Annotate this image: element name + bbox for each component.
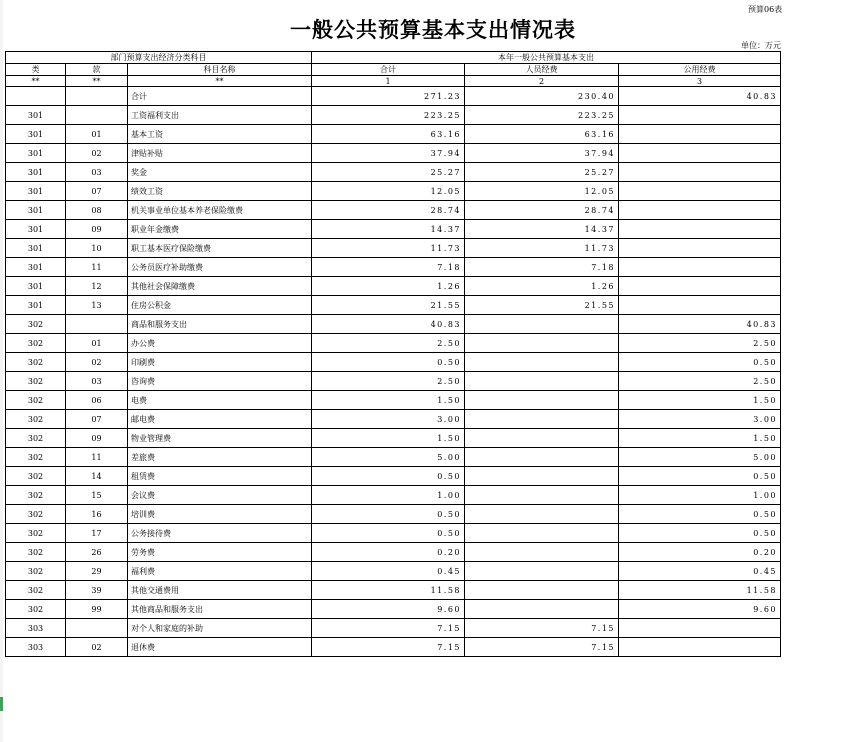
header-row-groups xyxy=(6,52,781,64)
cell-public: 5.00 xyxy=(619,448,781,467)
cell-public: 0.50 xyxy=(619,467,781,486)
table-row xyxy=(6,391,781,410)
cell-kuan: 39 xyxy=(66,581,128,600)
cell-lei: 302 xyxy=(6,600,66,619)
cell-name: 公务员医疗补助缴费 xyxy=(128,258,312,277)
header-public: 公用经费 xyxy=(619,64,781,76)
cell-total: 7.15 xyxy=(312,619,465,638)
cell-public xyxy=(619,106,781,125)
cell-kuan: 14 xyxy=(66,467,128,486)
cell-public xyxy=(619,239,781,258)
budget-table xyxy=(5,51,781,657)
cell-public: 1.00 xyxy=(619,486,781,505)
cell-total: 14.37 xyxy=(312,220,465,239)
cell-name: 职工基本医疗保险缴费 xyxy=(128,239,312,258)
cell-total: 7.15 xyxy=(312,638,465,657)
header-personnel: 人员经费 xyxy=(465,64,619,76)
cell-personnel: 14.37 xyxy=(465,220,619,239)
cell-public: 40.83 xyxy=(619,315,781,334)
table-row xyxy=(6,505,781,524)
cell-total: 0.45 xyxy=(312,562,465,581)
table-row xyxy=(6,258,781,277)
marker-personnel: 2 xyxy=(465,76,619,87)
cell-name: 退休费 xyxy=(128,638,312,657)
cell-lei: 303 xyxy=(6,638,66,657)
cell-total: 0.50 xyxy=(312,467,465,486)
cell-public xyxy=(619,201,781,220)
cell-name: 对个人和家庭的补助 xyxy=(128,619,312,638)
cell-total: 1.00 xyxy=(312,486,465,505)
cell-personnel: 230.40 xyxy=(465,87,619,106)
cell-personnel xyxy=(465,562,619,581)
cell-lei: 301 xyxy=(6,144,66,163)
cell-personnel xyxy=(465,467,619,486)
cell-public: 1.50 xyxy=(619,391,781,410)
cell-name: 机关事业单位基本养老保险缴费 xyxy=(128,201,312,220)
cell-public xyxy=(619,296,781,315)
cell-kuan: 13 xyxy=(66,296,128,315)
cell-kuan: 15 xyxy=(66,486,128,505)
cell-personnel: 7.18 xyxy=(465,258,619,277)
cell-personnel xyxy=(465,448,619,467)
cell-lei: 303 xyxy=(6,619,66,638)
cell-personnel xyxy=(465,600,619,619)
cell-name: 福利费 xyxy=(128,562,312,581)
cell-total: 2.50 xyxy=(312,372,465,391)
cell-total: 1.50 xyxy=(312,429,465,448)
cell-kuan xyxy=(66,315,128,334)
cell-name: 合计 xyxy=(128,87,312,106)
cell-kuan: 17 xyxy=(66,524,128,543)
table-row xyxy=(6,353,781,372)
cell-personnel xyxy=(465,581,619,600)
cell-lei: 301 xyxy=(6,239,66,258)
cell-kuan: 01 xyxy=(66,334,128,353)
cell-personnel xyxy=(465,353,619,372)
cell-kuan: 26 xyxy=(66,543,128,562)
cell-name: 基本工资 xyxy=(128,125,312,144)
cell-name: 办公费 xyxy=(128,334,312,353)
cell-name: 住房公积金 xyxy=(128,296,312,315)
unit-label: 单位：万元 xyxy=(741,41,781,50)
cell-total: 40.83 xyxy=(312,315,465,334)
table-row xyxy=(6,182,781,201)
cell-public: 40.83 xyxy=(619,87,781,106)
cell-personnel: 1.26 xyxy=(465,277,619,296)
cell-total: 12.05 xyxy=(312,182,465,201)
cell-public xyxy=(619,638,781,657)
cell-public: 9.60 xyxy=(619,600,781,619)
cell-name: 绩效工资 xyxy=(128,182,312,201)
cell-public: 0.50 xyxy=(619,353,781,372)
table-row xyxy=(6,334,781,353)
table-row xyxy=(6,201,781,220)
cell-lei: 301 xyxy=(6,220,66,239)
table-row xyxy=(6,315,781,334)
header-dept-group: 部门预算支出经济分类科目 xyxy=(6,52,312,64)
cell-public xyxy=(619,619,781,638)
table-row xyxy=(6,144,781,163)
header-lei: 类 xyxy=(6,64,66,76)
cell-personnel: 11.73 xyxy=(465,239,619,258)
cell-public: 3.00 xyxy=(619,410,781,429)
cell-lei: 301 xyxy=(6,296,66,315)
cell-personnel xyxy=(465,315,619,334)
cell-public xyxy=(619,182,781,201)
cell-kuan xyxy=(66,619,128,638)
cell-total: 0.20 xyxy=(312,543,465,562)
cell-total: 1.26 xyxy=(312,277,465,296)
cell-kuan: 03 xyxy=(66,163,128,182)
cell-total: 0.50 xyxy=(312,353,465,372)
cell-name: 职业年金缴费 xyxy=(128,220,312,239)
cell-kuan: 08 xyxy=(66,201,128,220)
cell-kuan: 29 xyxy=(66,562,128,581)
cell-public: 0.50 xyxy=(619,505,781,524)
cell-kuan: 06 xyxy=(66,391,128,410)
cell-kuan: 02 xyxy=(66,638,128,657)
cell-total: 37.94 xyxy=(312,144,465,163)
cell-personnel: 63.16 xyxy=(465,125,619,144)
cell-lei: 301 xyxy=(6,125,66,144)
cell-lei: 302 xyxy=(6,562,66,581)
cell-personnel xyxy=(465,334,619,353)
cell-lei: 301 xyxy=(6,182,66,201)
cell-total: 11.58 xyxy=(312,581,465,600)
cell-name: 租赁费 xyxy=(128,467,312,486)
table-row xyxy=(6,448,781,467)
cell-public: 0.45 xyxy=(619,562,781,581)
cell-lei: 301 xyxy=(6,106,66,125)
cell-personnel: 7.15 xyxy=(465,619,619,638)
cell-lei: 302 xyxy=(6,505,66,524)
table-row xyxy=(6,106,781,125)
cell-personnel xyxy=(465,505,619,524)
cell-personnel: 12.05 xyxy=(465,182,619,201)
cell-total: 7.18 xyxy=(312,258,465,277)
cell-lei xyxy=(6,87,66,106)
cell-public: 11.58 xyxy=(619,581,781,600)
cell-total: 0.50 xyxy=(312,505,465,524)
cell-name: 咨询费 xyxy=(128,372,312,391)
cell-public xyxy=(619,144,781,163)
table-row xyxy=(6,581,781,600)
cell-kuan: 02 xyxy=(66,144,128,163)
table-row xyxy=(6,600,781,619)
cell-personnel: 37.94 xyxy=(465,144,619,163)
cell-lei: 301 xyxy=(6,201,66,220)
cell-name: 其他交通费用 xyxy=(128,581,312,600)
header-row-markers xyxy=(6,76,781,87)
table-row xyxy=(6,467,781,486)
cell-total: 28.74 xyxy=(312,201,465,220)
cell-lei: 302 xyxy=(6,524,66,543)
cell-total: 0.50 xyxy=(312,524,465,543)
cell-personnel: 25.27 xyxy=(465,163,619,182)
header-name: 科目名称 xyxy=(128,64,312,76)
cell-total: 2.50 xyxy=(312,334,465,353)
cell-public xyxy=(619,277,781,296)
cell-name: 物业管理费 xyxy=(128,429,312,448)
cell-lei: 302 xyxy=(6,391,66,410)
cell-total: 223.25 xyxy=(312,106,465,125)
cell-kuan: 01 xyxy=(66,125,128,144)
cell-personnel xyxy=(465,391,619,410)
cell-public: 2.50 xyxy=(619,372,781,391)
cell-personnel xyxy=(465,524,619,543)
table-row xyxy=(6,638,781,657)
form-number-label: 预算06表 xyxy=(748,5,783,14)
header-total: 合计 xyxy=(312,64,465,76)
cell-kuan: 07 xyxy=(66,410,128,429)
cell-name: 其他商品和服务支出 xyxy=(128,600,312,619)
marker-kuan: ** xyxy=(66,76,128,87)
cell-personnel: 223.25 xyxy=(465,106,619,125)
table-row xyxy=(6,220,781,239)
cell-public xyxy=(619,220,781,239)
cell-name: 公务接待费 xyxy=(128,524,312,543)
cell-name: 工资福利支出 xyxy=(128,106,312,125)
cell-kuan xyxy=(66,87,128,106)
cell-lei: 302 xyxy=(6,543,66,562)
marker-public: 3 xyxy=(619,76,781,87)
cell-total: 5.00 xyxy=(312,448,465,467)
cell-name: 津贴补贴 xyxy=(128,144,312,163)
header-row-columns xyxy=(6,64,781,76)
cell-total: 271.23 xyxy=(312,87,465,106)
cell-lei: 302 xyxy=(6,448,66,467)
marker-lei: ** xyxy=(6,76,66,87)
cell-personnel xyxy=(465,486,619,505)
cell-kuan: 11 xyxy=(66,258,128,277)
marker-total: 1 xyxy=(312,76,465,87)
table-row xyxy=(6,372,781,391)
marker-name: ** xyxy=(128,76,312,87)
table-row xyxy=(6,163,781,182)
table-row xyxy=(6,87,781,106)
cell-kuan: 09 xyxy=(66,220,128,239)
cell-name: 差旅费 xyxy=(128,448,312,467)
header-year-group: 本年一般公共预算基本支出 xyxy=(312,52,781,64)
table-row xyxy=(6,543,781,562)
cell-kuan xyxy=(66,106,128,125)
cell-kuan: 12 xyxy=(66,277,128,296)
table-row xyxy=(6,239,781,258)
cell-kuan: 09 xyxy=(66,429,128,448)
cell-personnel xyxy=(465,543,619,562)
table-row xyxy=(6,410,781,429)
cell-name: 电费 xyxy=(128,391,312,410)
table-row xyxy=(6,524,781,543)
table-row xyxy=(6,277,781,296)
cell-personnel: 21.55 xyxy=(465,296,619,315)
cell-personnel: 28.74 xyxy=(465,201,619,220)
cell-total: 3.00 xyxy=(312,410,465,429)
cell-personnel xyxy=(465,429,619,448)
cell-kuan: 11 xyxy=(66,448,128,467)
cell-name: 邮电费 xyxy=(128,410,312,429)
cell-name: 培训费 xyxy=(128,505,312,524)
cell-public: 0.20 xyxy=(619,543,781,562)
cell-kuan: 10 xyxy=(66,239,128,258)
cell-lei: 301 xyxy=(6,277,66,296)
cell-name: 其他社会保障缴费 xyxy=(128,277,312,296)
cell-public: 0.50 xyxy=(619,524,781,543)
sheet-left-gutter xyxy=(0,0,3,742)
cell-name: 奖金 xyxy=(128,163,312,182)
cell-lei: 302 xyxy=(6,372,66,391)
cell-kuan: 99 xyxy=(66,600,128,619)
cell-total: 1.50 xyxy=(312,391,465,410)
cell-lei: 302 xyxy=(6,353,66,372)
cell-total: 21.55 xyxy=(312,296,465,315)
table-row xyxy=(6,619,781,638)
header-kuan: 款 xyxy=(66,64,128,76)
cell-personnel xyxy=(465,410,619,429)
cell-name: 商品和服务支出 xyxy=(128,315,312,334)
gutter-marker xyxy=(0,697,3,711)
cell-kuan: 02 xyxy=(66,353,128,372)
cell-lei: 302 xyxy=(6,467,66,486)
cell-name: 印刷费 xyxy=(128,353,312,372)
cell-public xyxy=(619,258,781,277)
cell-public: 1.50 xyxy=(619,429,781,448)
cell-kuan: 16 xyxy=(66,505,128,524)
table-row xyxy=(6,562,781,581)
cell-total: 63.16 xyxy=(312,125,465,144)
cell-public xyxy=(619,163,781,182)
cell-lei: 302 xyxy=(6,429,66,448)
cell-lei: 302 xyxy=(6,315,66,334)
page-title: 一般公共预算基本支出情况表 xyxy=(290,18,576,42)
table-row xyxy=(6,429,781,448)
cell-lei: 302 xyxy=(6,486,66,505)
cell-kuan: 07 xyxy=(66,182,128,201)
cell-personnel xyxy=(465,372,619,391)
table-row xyxy=(6,296,781,315)
cell-total: 11.73 xyxy=(312,239,465,258)
cell-kuan: 03 xyxy=(66,372,128,391)
cell-total: 9.60 xyxy=(312,600,465,619)
cell-lei: 302 xyxy=(6,410,66,429)
cell-public: 2.50 xyxy=(619,334,781,353)
cell-lei: 301 xyxy=(6,163,66,182)
table-row xyxy=(6,125,781,144)
cell-lei: 301 xyxy=(6,258,66,277)
cell-personnel: 7.15 xyxy=(465,638,619,657)
cell-name: 劳务费 xyxy=(128,543,312,562)
cell-total: 25.27 xyxy=(312,163,465,182)
cell-public xyxy=(619,125,781,144)
cell-lei: 302 xyxy=(6,581,66,600)
cell-name: 会议费 xyxy=(128,486,312,505)
cell-lei: 302 xyxy=(6,334,66,353)
table-row xyxy=(6,486,781,505)
